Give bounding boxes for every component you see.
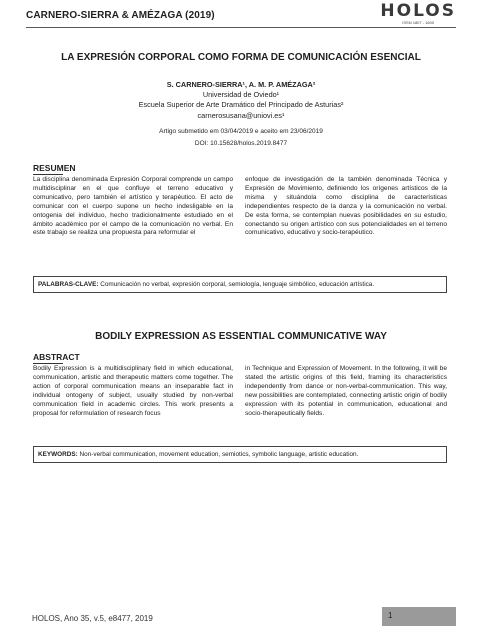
palabras-clave-label: PALABRAS-CLAVE: xyxy=(38,281,99,288)
palabras-clave-text: Comunicación no verbal, expresión corporal, semiología, lenguaje simbólico, educación artística. xyxy=(98,281,375,288)
page-number: 1 xyxy=(388,611,393,620)
resumen-heading: RESUMEN xyxy=(33,163,76,173)
holos-logo xyxy=(380,3,456,25)
abstract-rule xyxy=(33,363,63,364)
running-head: CARNERO-SIERRA & AMÉZAGA (2019) xyxy=(26,10,215,21)
palabras-clave-box xyxy=(33,276,447,293)
keywords-text: Non-verbal communication, movement education, semiotics, symbolic language, artistic education. xyxy=(77,451,359,458)
affiliation-2: Escuela Superior de Arte Dramático del Principado de Asturias² xyxy=(138,100,344,110)
logo-issn: ISSN 1807 - 1600 xyxy=(402,20,435,25)
footer-citation: HOLOS, Ano 35, v.5, e8477, 2019 xyxy=(32,614,153,623)
author-email[interactable]: carnerosusana@uniovi.es¹ xyxy=(197,110,285,120)
abstract-heading: ABSTRACT xyxy=(33,352,80,362)
doi[interactable]: DOI: 10.15628/holos.2019.8477 xyxy=(194,140,288,147)
keywords-label: KEYWORDS: xyxy=(38,451,78,458)
keywords-box xyxy=(33,446,447,463)
submission-dates: Artigo submetido em 03/04/2019 e aceito em 23/06/2019 xyxy=(159,128,323,135)
logo-word: HOLOS xyxy=(380,1,456,21)
abstract-col-right: in Technique and Expression of Movement. In the following, it will be stated the artistic origins of this field, framing its characteristics independently from dance or non-verbal-communication. This way, new possibilities are contemplated, connecting artistic origin of bodily expression with its potential in communication, educational and socio-therapeutically fields. xyxy=(245,365,447,417)
authors-block xyxy=(26,80,456,121)
page-number-box xyxy=(382,607,456,626)
resumen-col-left: La disciplina denominada Expresión Corporal comprende un campo multidisciplinar en el que confluye el terreno educativo y comunicativo, pero también el artístico y terapéutico. El acto de comunicar con el cuerpo supone un hecho indesligable en la ontogenia del individuo, hecho tradicionalmente estudiado en el ámbito académico por el campo de la comunicación no verbal. En este trabajo se realiza una propuesta para reformular el xyxy=(33,176,233,237)
resumen-col-right: enfoque de investigación de la también denominada Técnica y Expresión de Movimiento, definiendo los orígenes artísticos de la misma y situándola como disciplina de características independientes respecto de la danza y la comunicación no verbal. De esta forma, se contemplan nuevas posibilidades en su estudio, conectando su origen artístico con sus potencialidades en el terreno comunicativo, educativo y socio-terapéutico. xyxy=(245,176,447,237)
title-spanish: LA EXPRESIÓN CORPORAL COMO FORMA DE COMUNICACIÓN ESENCIAL xyxy=(61,52,421,63)
title-english: BODILY EXPRESSION AS ESSENTIAL COMMUNICATIVE WAY xyxy=(95,331,387,342)
author-names: S. CARNERO-SIERRA¹, A. M. P. AMÉZAGA² xyxy=(166,80,316,89)
affiliation-1: Universidad de Oviedo¹ xyxy=(202,90,280,100)
resumen-rule xyxy=(33,174,63,175)
abstract-col-left: Bodily Expression is a multidisciplinary field in which educational, communication, artistic and therapeutic matters come together. The action of corporal communication means an inseparable fact in individual ontogeny of subject, usually studied by non-verbal communication field in academic circles. This work presents a proposal for reformulation of research focus xyxy=(33,365,233,417)
header-rule xyxy=(26,27,456,28)
article-dates xyxy=(26,126,456,150)
